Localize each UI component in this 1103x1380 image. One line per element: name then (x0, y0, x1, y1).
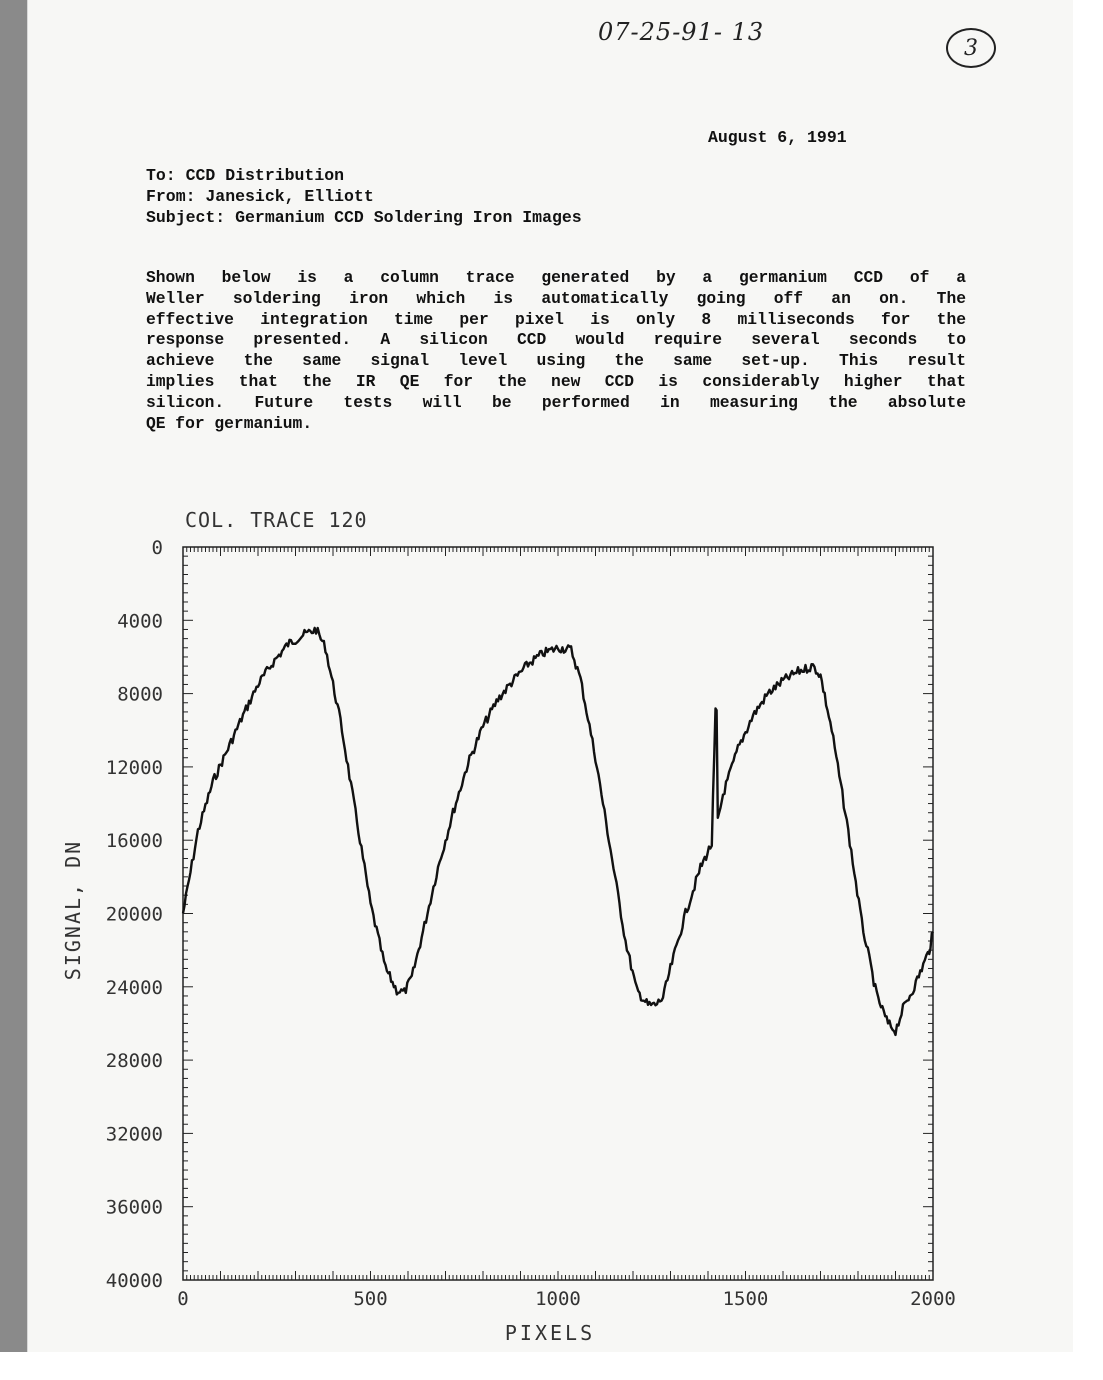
body-line: silicon. Future tests will be performed in measuring the absolute (146, 392, 966, 412)
body-line: achieve the same signal level using the same set-up. This result (146, 351, 966, 371)
y-tick-label: 16000 (105, 830, 163, 853)
plot-frame (183, 547, 933, 1280)
trace-series-line (183, 628, 933, 1035)
x-tick-label: 500 (353, 1288, 388, 1310)
body-line: Shown below is a column trace generated by a germanium CCD of a (146, 268, 966, 287)
x-tick-label: 1000 (535, 1288, 581, 1310)
y-tick-label: 24000 (105, 976, 163, 999)
chart-title: COL. TRACE 120 (185, 508, 368, 532)
x-tick-label: 1500 (722, 1288, 769, 1310)
body-line: response presented. A silicon CCD would require several seconds to (146, 330, 966, 350)
y-tick-label: 40000 (105, 1270, 163, 1292)
axis-tick-labels (106, 537, 956, 1310)
y-tick-label: 0 (151, 537, 163, 559)
y-tick-label: 32000 (105, 1123, 163, 1146)
y-tick-label: 4000 (117, 610, 163, 633)
y-tick-label: 12000 (105, 756, 163, 779)
y-axis-label: SIGNAL, DN (61, 839, 85, 981)
memo-date: August 6, 1991 (708, 128, 847, 147)
axis-ticks (183, 547, 933, 1280)
body-line: effective integration time per pixel is only 8 milliseconds for the (146, 309, 966, 329)
x-tick-label: 0 (177, 1288, 189, 1310)
x-tick-label: 2000 (910, 1288, 956, 1310)
y-tick-label: 8000 (117, 683, 163, 706)
memo-subject: Subject: Germanium CCD Soldering Iron Images (146, 208, 582, 227)
body-line: implies that the IR QE for the new CCD is considerably higher that (146, 371, 966, 391)
y-tick-label: 36000 (105, 1196, 163, 1219)
body-line: Weller soldering iron which is automatically going off an on. The (146, 288, 966, 308)
memo-to: To: CCD Distribution (146, 166, 345, 185)
y-tick-label: 28000 (105, 1050, 163, 1073)
x-axis-label: PIXELS (504, 1321, 596, 1345)
y-tick-label: 20000 (105, 903, 163, 926)
handwritten-code: 07-25-91- 13 (598, 18, 765, 46)
page-number: 3 (964, 35, 978, 61)
memo-from: From: Janesick, Elliott (146, 187, 374, 206)
body-line: QE for germanium. (146, 413, 313, 433)
